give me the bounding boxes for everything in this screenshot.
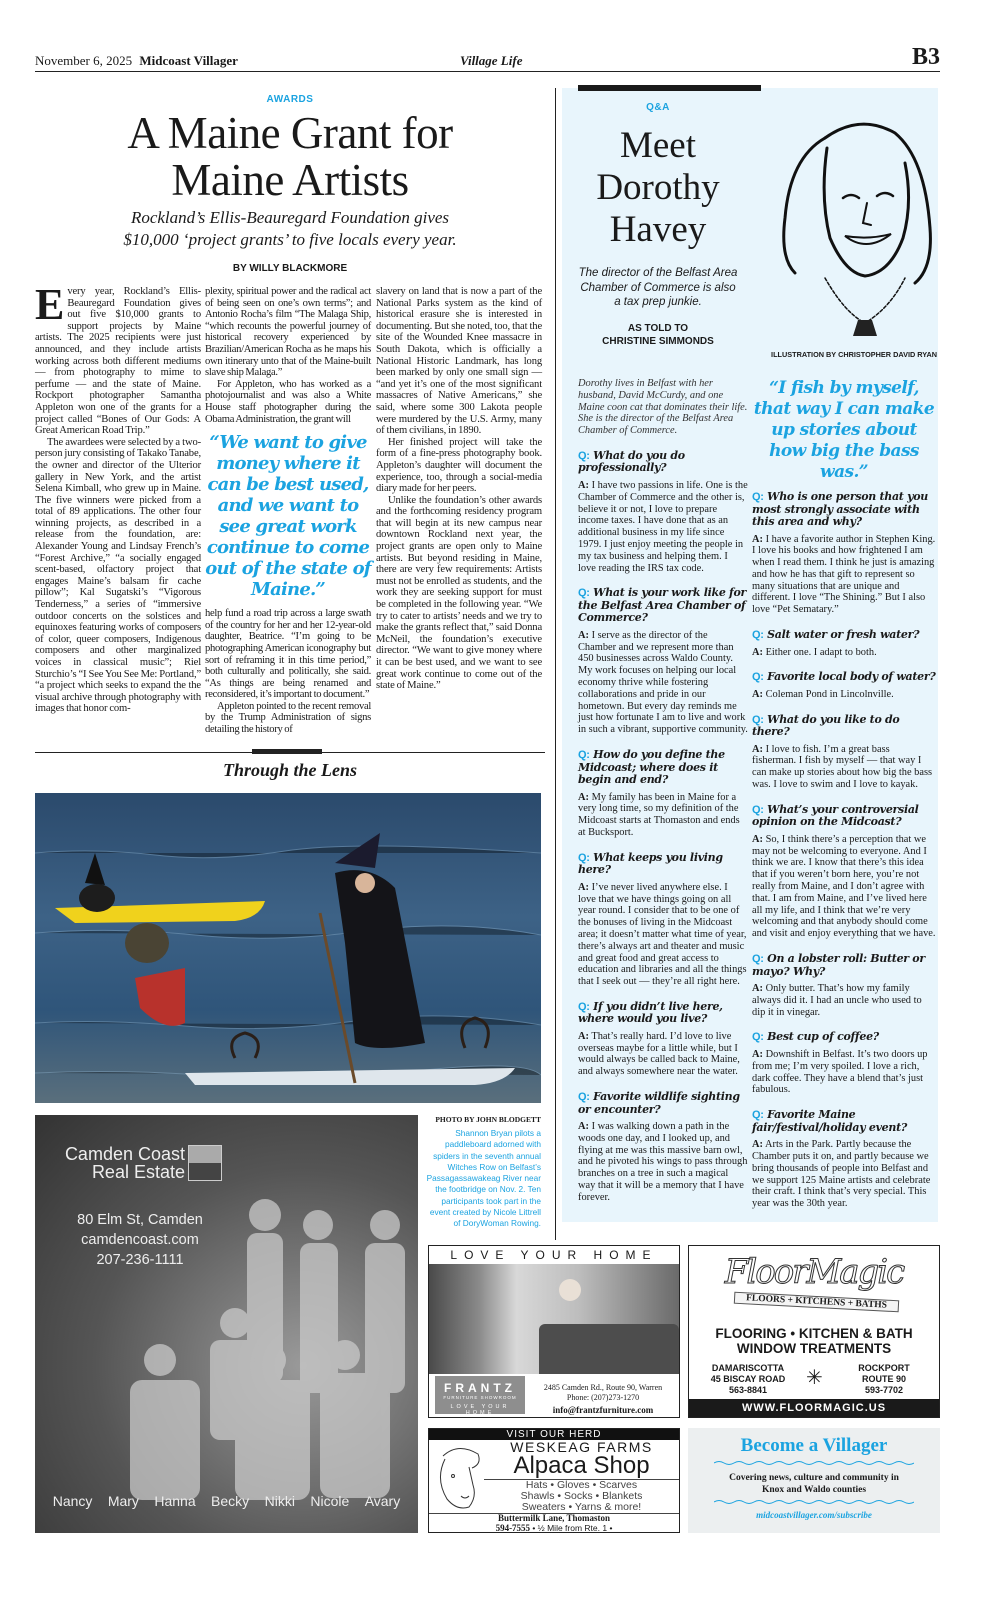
answer-text: My family has been in Maine for a very long time, so my definition of the Midcoast starts at Thomaston and ends at Bucksport. — [578, 791, 740, 838]
a-label: A: — [752, 743, 763, 755]
brand-tag: LOVE YOUR HOME — [450, 1404, 510, 1416]
qa-answer — [578, 1121, 748, 1204]
qa-answer — [752, 834, 936, 940]
qa-answer — [752, 1049, 936, 1096]
qa-answer — [578, 480, 748, 574]
page-number: B3 — [912, 44, 941, 70]
q-label: Q: — [752, 629, 764, 642]
qa-column-2 — [752, 378, 936, 1210]
brand-sub: FURNITURE SHOWROOM — [443, 1395, 517, 1400]
team-name: Becky — [211, 1493, 250, 1509]
address: 80 Elm St, Camden — [77, 1212, 203, 1228]
answer-text: I was walking down a path in the woods one day, and I looked up, and flying at me was this massive barn owl, and he pivoted his wings to pass through branches on a tree in such a magical way that it will be a memory that I have forever. — [578, 1121, 748, 1203]
q-label: Q: — [752, 953, 764, 966]
a-label: A: — [752, 533, 763, 545]
address: Buttermilk Lane, Thomaston — [497, 1513, 611, 1523]
a-label: A: — [752, 646, 763, 658]
photo-caption: Shannon Bryan pilots a paddleboard adorned with spiders in the seventh annual Witches Row on Belfast’s Passagassawakeag River near the footbridge on Nov. 2. Ten participants took part in the event created by Nicole Littrell of DoryWoman Rowing. — [426, 1128, 541, 1229]
photo-credit: PHOTO BY JOHN BLODGETT — [435, 1115, 541, 1124]
camden-logo-text — [55, 1145, 185, 1181]
town: ROCKPORT — [858, 1363, 910, 1373]
photo-illustration — [35, 793, 541, 1103]
email: info@frantzfurniture.com — [552, 1405, 654, 1415]
paragraph: For Appleton, who has worked as a photojournalist and was also a White House staff photographer during the Obama Administration, the grant will — [205, 378, 371, 425]
qa-question — [578, 1091, 748, 1116]
article-kicker: AWARDS — [266, 94, 314, 105]
subscribe-promo[interactable] — [688, 1428, 940, 1533]
q-label: Q: — [578, 1091, 590, 1104]
byline-line: AS TOLD TO — [627, 323, 689, 334]
article-dek — [35, 207, 545, 251]
question-text: What do you like to do there? — [752, 712, 900, 739]
alpaca-products — [484, 1480, 679, 1512]
paragraph-text: very year, Rockland’s Ellis-Beauregard Foundation gives out five $10,000 grants to support projects by Maine artists. The 2025 recipients were just announced, and they include artists working across both different mediums — from photography to mime to perfume — and the state of Maine. Rockport photographer Samantha Appleton won one of the grants for a project called “Bones of Our Gods: A Great American Road Trip.” — [35, 286, 201, 437]
qa-dek: The director of the Belfast Area Chamber of Commerce is also a tax prep junkie. — [578, 267, 738, 308]
q-label: Q: — [578, 449, 590, 462]
qa-question — [752, 491, 936, 529]
question-text: What is your work like for the Belfast Area Chamber of Commerce? — [578, 586, 747, 625]
floormagic-ad[interactable] — [688, 1245, 940, 1418]
column-divider — [555, 88, 556, 1240]
qa-pull-quote: “I fish by myself, that way I can make up stories about how big the bass was.” — [753, 378, 935, 482]
sparkle-icon: ✳ — [806, 1367, 823, 1389]
q-label: Q: — [752, 1109, 764, 1122]
q-label: Q: — [752, 713, 764, 726]
product-line: Sweaters • Yarns & more! — [521, 1500, 642, 1513]
headline-line: Havey — [609, 209, 707, 250]
qa-byline — [578, 322, 738, 348]
witches-row-photo — [35, 793, 541, 1103]
street: ROUTE 90 — [861, 1374, 906, 1384]
article-byline: BY WILLY BLACKMORE — [232, 263, 348, 274]
q-label: Q: — [578, 851, 590, 864]
location-rockport — [839, 1363, 929, 1396]
team-name: Nikki — [264, 1493, 295, 1509]
town: DAMARISCOTTA — [711, 1363, 785, 1373]
alpaca-location — [429, 1513, 679, 1533]
qa-question — [578, 587, 748, 625]
paragraph: plexity, spiritual power and the radical act of being seen on one’s own terms”; and Antonio Rocha’s film “The Malaga Ship, “which recounts the powerful journey of historical recovery experienced by Brazilian/American Rocha as he maps his own itinerary unto that of the Maine-built slave ship Malaga.” — [205, 286, 371, 379]
dek-line: Rockland’s Ellis-Beauregard Foundation gives — [130, 208, 450, 227]
qa-question — [752, 671, 936, 684]
answer-text: Arts in the Park. Partly because the Chamber puts it on, and partly because we bring thousands of people into Belfast and we support 125 Maine artists and celebrate their craft. I think that’s very special. This year was the 30th year. — [752, 1139, 931, 1210]
alpaca-shop-ad[interactable] — [428, 1428, 680, 1533]
a-label: A: — [578, 629, 589, 641]
section-rule-accent — [252, 749, 322, 754]
frantz-furniture-ad[interactable] — [428, 1245, 680, 1418]
photo-figure — [559, 1279, 581, 1301]
paragraph: The awardees were selected by a two-person jury consisting of Takako Tanabe, the owner and director of the Ulterior gallery in New York, and the artist Selena Kimball, who grew up in Maine. The five winners were picked from a total of 89 applications. The other four winning projects, as described in a release from the foundation, are: Alexander Young and Lindsay French’s “Forest Archive,” “a socially engaged scent-based, olfactory project that engages Maine’s balsam fir cache pillow”; Kal Sugatski’s “Vigorous Tenderness,” a series of “immersive outdoor concerts on the solstices and equinoxes featuring works of composers of color, queer composers, Indigenous composers and other marginalized voices in classical music”; Riel Sturchio’s “I See You See Me: Portland,” “a project which seeks to expand the the visual archive through photography with images that honor com- — [35, 436, 201, 715]
qa-intro: Dorothy lives in Belfast with her husband, David McCurdy, and one Maine coon cat that dominates their life. She is the director of the Belfast Area Chamber of Commerce. — [578, 378, 748, 437]
qa-question — [752, 629, 936, 642]
pull-quote: “We want to give money where it can be best used, and we want to see great work continue to come out of the state of Maine.” — [205, 432, 371, 601]
answer-text: I have two passions in life. One is the Chamber of Commerce and the other is, believe it or not, I love to prepare income taxes. I have done that as an additional business in my life since 1979. I just enjoy meeting the people in my tax business and helping them. I love reading the IRS tax code. — [578, 479, 748, 574]
phone: 594-7555 — [495, 1522, 531, 1533]
team-names — [35, 1493, 418, 1509]
portrait-illustration — [765, 108, 937, 348]
q-label: Q: — [752, 1031, 764, 1044]
article-column-3 — [376, 286, 542, 692]
qa-answer — [752, 983, 936, 1018]
qa-question — [578, 1001, 748, 1026]
qa-question — [752, 1031, 936, 1044]
question-text: Favorite local body of water? — [767, 670, 936, 684]
shop-name: Alpaca Shop — [513, 1452, 650, 1479]
phone: 593-7702 — [864, 1385, 904, 1395]
qa-question — [578, 450, 748, 475]
question-text: Best cup of coffee? — [767, 1030, 879, 1044]
article-column-2 — [205, 286, 371, 736]
qa-question — [752, 1109, 936, 1134]
header-rule — [35, 71, 940, 72]
section-name: Village Life — [460, 53, 523, 68]
qa-kicker: Q&A — [646, 102, 670, 113]
frantz-photo — [429, 1264, 679, 1374]
answer-text: Coleman Pond in Lincolnville. — [765, 688, 894, 700]
question-text: Favorite Maine fair/festival/holiday event? — [752, 1108, 907, 1134]
product-line: Hats • Gloves • Scarves — [525, 1479, 638, 1491]
date-text: November 6, 2025 — [35, 53, 133, 68]
qa-column-1 — [578, 378, 748, 1204]
team-name: Hanna — [154, 1493, 196, 1509]
question-text: Favorite wildlife sighting or encounter? — [578, 1090, 740, 1116]
promo-text: Covering news, culture and community in Knox and Waldo counties — [729, 1473, 899, 1495]
qa-question — [578, 749, 748, 787]
article-column-1 — [35, 280, 201, 715]
camden-coast-ad[interactable] — [35, 1115, 418, 1533]
answer-text: I have a favorite author in Stephen King. I love his books and how frightened I am when I read them. I think he just is amazing and how he has that gift to represent so many situations that are unique and different. I love “The Shining.” But I also love “Pet Sematary.” — [752, 533, 936, 616]
question-text: On a lobster roll: Butter or mayo? Why? — [752, 952, 925, 978]
a-label: A: — [578, 1030, 589, 1042]
qa-answer — [752, 689, 936, 701]
floormagic-logo: FloorMagic — [724, 1252, 904, 1292]
headline-line: Dorothy — [596, 167, 720, 208]
answer-text: Either one. I adapt to both. — [765, 646, 877, 658]
phone: 563-8841 — [728, 1385, 768, 1395]
wave-divider — [714, 1499, 914, 1505]
qa-answer — [578, 792, 748, 839]
brand: FRANTZ — [444, 1381, 516, 1395]
qa-headline — [578, 125, 738, 251]
a-label: A: — [752, 1048, 763, 1060]
floormagic-headline — [689, 1326, 939, 1356]
team-name: Avary — [364, 1493, 401, 1509]
headline-line: Maine Artists — [171, 155, 409, 205]
q-label: Q: — [752, 671, 764, 684]
paragraph: Unlike the foundation’s other awards and the forthcoming residency program that will begin at its new campus near downtown Rockland next year, the project grants are open only to Maine artists. But beyond residing in Maine, there are very few requirements: Artists must not be enrolled as students, and the work they are seeking support for must be completed in the following year. “We try to cater to artists’ needs and we try to make the grants reflect that,” said Donna McNeil, the foundation’s executive director. “We want to give money where it can be best used, and we want to see great work continue to come out of the state of Maine.” — [376, 494, 542, 692]
camden-logo-mark — [188, 1145, 222, 1181]
photo-section-title: Through the Lens — [222, 760, 358, 780]
q-label: Q: — [752, 491, 764, 503]
answer-text: I serve as the director of the Chamber and we represent more than 450 businesses across Waldo County. My work focuses on helping our local economy thrive while fostering collaborations and pride in our hometown. But every day reminds me just how fortunate I am to live and work in such a vibrant, supportive community. — [578, 629, 748, 736]
question-text: What do you do professionally? — [578, 448, 685, 475]
qa-answer — [752, 744, 936, 791]
a-label: A: — [578, 791, 589, 803]
qa-answer — [578, 882, 748, 988]
qa-question — [752, 714, 936, 739]
camden-contact — [65, 1210, 215, 1270]
paragraph: Appleton pointed to the recent removal by the Trump Administration of signs detailing the history of — [205, 700, 371, 736]
phone: Phone: (207)273-1270 — [566, 1393, 640, 1402]
a-label: A: — [752, 688, 763, 700]
answer-text: That’s really hard. I’d love to live overseas maybe for a little while, but I would always be called back to Maine, and always somewhere near the water. — [578, 1030, 740, 1078]
subscribe-link[interactable]: midcoastvillager.com/subscribe — [756, 1510, 872, 1520]
a-label: A: — [752, 1139, 763, 1151]
a-label: A: — [578, 479, 589, 491]
byline-line: CHRISTINE SIMMONDS — [602, 336, 714, 347]
qa-answer — [578, 630, 748, 736]
issue-date — [35, 53, 238, 69]
promo-title: Become a Villager — [740, 1435, 888, 1456]
drop-cap: E — [35, 280, 65, 329]
floormagic-website: WWW.FLOORMAGIC.US — [689, 1399, 939, 1417]
logo-line: Real Estate — [91, 1162, 185, 1182]
question-text: Salt water or fresh water? — [767, 628, 920, 642]
photo-sofa — [539, 1324, 679, 1374]
team-name: Nicole — [310, 1493, 350, 1509]
directions: • ½ Mile from Rte. 1 • — [532, 1522, 613, 1533]
location-damariscotta — [703, 1363, 793, 1396]
question-text: What’s your controversial opinion on the Midcoast? — [752, 802, 919, 829]
question-text: Who is one person that you most strongly associate with this area and why? — [752, 490, 928, 528]
answer-text: Downshift in Belfast. It’s two doors up from me; I’m very spoiled. I love a rich, dark coffee. They have a blend that’s just fabulous. — [752, 1048, 928, 1096]
a-label: A: — [752, 983, 763, 995]
farm-name: WESKEAG FARMS — [510, 1439, 653, 1455]
qa-question — [752, 953, 936, 978]
question-text: What keeps you living here? — [578, 850, 723, 877]
paragraph: slavery on land that is now a part of the National Parks system as the kind of historical erasure she is interested in documenting. But she noted, too, that the site of the Wounded Knee massacre in South Dakota, which is officially a National Historic Landmark, has long been marked by only one small sign — “and yet it’s one of the most significant massacres of Native Americans,” she said, where some 300 Lakota people were murdered by the U.S. Army, many of them civilians, in 1890. — [376, 286, 542, 437]
qa-answer — [752, 647, 936, 659]
team-name: Nancy — [52, 1493, 93, 1509]
a-label: A: — [752, 833, 763, 845]
logo-line: Camden Coast — [64, 1144, 185, 1164]
q-label: Q: — [752, 803, 764, 816]
team-name: Mary — [107, 1493, 139, 1509]
answer-text: Only butter. That’s how my family always did it. I had an uncle who used to dip it in vinegar. — [752, 983, 922, 1018]
question-text: How do you define the Midcoast; where does it begin and end? — [578, 748, 725, 787]
answer-text: I love to fish. I’m a great bass fisherman. I fish by myself — that way I can make up stories about how big the bass was. I love to swim and I love to kayak. — [752, 743, 933, 791]
a-label: A: — [578, 1121, 589, 1133]
alpaca-icon — [431, 1441, 486, 1511]
qa-top-bar — [578, 85, 761, 91]
q-label: Q: — [578, 1000, 590, 1013]
address: 2485 Camden Rd., Route 90, Warren — [543, 1383, 663, 1392]
website: camdencoast.com — [81, 1232, 199, 1248]
q-label: Q: — [578, 749, 590, 762]
dek-line: $10,000 ‘project grants’ to five locals every year. — [123, 230, 457, 249]
frantz-contact — [529, 1383, 677, 1415]
frantz-logo — [435, 1376, 525, 1414]
a-label: A: — [578, 881, 589, 893]
qa-answer — [752, 534, 936, 617]
floormagic-banner: FLOORS + KITCHENS + BATHS — [734, 1292, 899, 1313]
paragraph — [35, 280, 201, 437]
question-text: If you didn’t live here, where would you live? — [578, 999, 723, 1026]
paragraph: help fund a road trip across a large swath of the country for her and her 12-year-old daughter, Beatrice. “I’m going to be photographing American iconography but sort of reframing it in this time period,” both culturally and politically, she said. “As things are being renamed and reconsidered, it’s important to document.” — [205, 608, 371, 701]
qa-answer — [752, 1139, 936, 1210]
frantz-tagline: LOVE YOUR HOME — [450, 1248, 658, 1262]
phone: 207-236-1111 — [96, 1252, 184, 1268]
answer-text: So, I think there’s a perception that we may not be welcoming to everyone. And I think we are. I know that there’s this idea that if you weren’t born here, you’re not really from Maine, and I don’t agree with that. I am from Maine, and I’ve lived here all my life, and I think that we’re very welcoming and that anybody should come and visit and enjoy everything that we have. — [752, 833, 936, 940]
paragraph: Her finished project will take the form of a fine-press photography book. Appleton’s daughter will document the experience, too, through a social-media diary made for her peers. — [376, 436, 542, 495]
alpaca-banner: VISIT OUR HERD — [429, 1429, 679, 1440]
qa-question — [578, 852, 748, 877]
headline-line: Meet — [619, 125, 697, 166]
article-headline — [35, 110, 545, 204]
street: 45 BISCAY ROAD — [710, 1374, 786, 1384]
qa-answer — [578, 1031, 748, 1078]
headline-line: A Maine Grant for — [127, 108, 453, 158]
headline-line: FLOORING • KITCHEN & BATH — [715, 1326, 913, 1341]
illustration-credit: ILLUSTRATION BY CHRISTOPHER DAVID RYAN — [771, 350, 937, 359]
qa-question — [752, 804, 936, 829]
q-label: Q: — [578, 587, 590, 600]
answer-text: I’ve never lived anywhere else. I love that we have things going on all year round. I consider that to be one of the bonuses of living in the Midcoast area; it doesn’t matter what time of year, there’s always art and theater and music and great food and great access to education and libraries and all the things that I seek out — they’re all right here. — [578, 881, 747, 988]
product-line: Shawls • Socks • Blankets — [520, 1489, 643, 1502]
paper-name: Midcoast Villager — [139, 53, 238, 68]
headline-line: WINDOW TREATMENTS — [736, 1341, 892, 1356]
wave-divider — [714, 1460, 914, 1466]
